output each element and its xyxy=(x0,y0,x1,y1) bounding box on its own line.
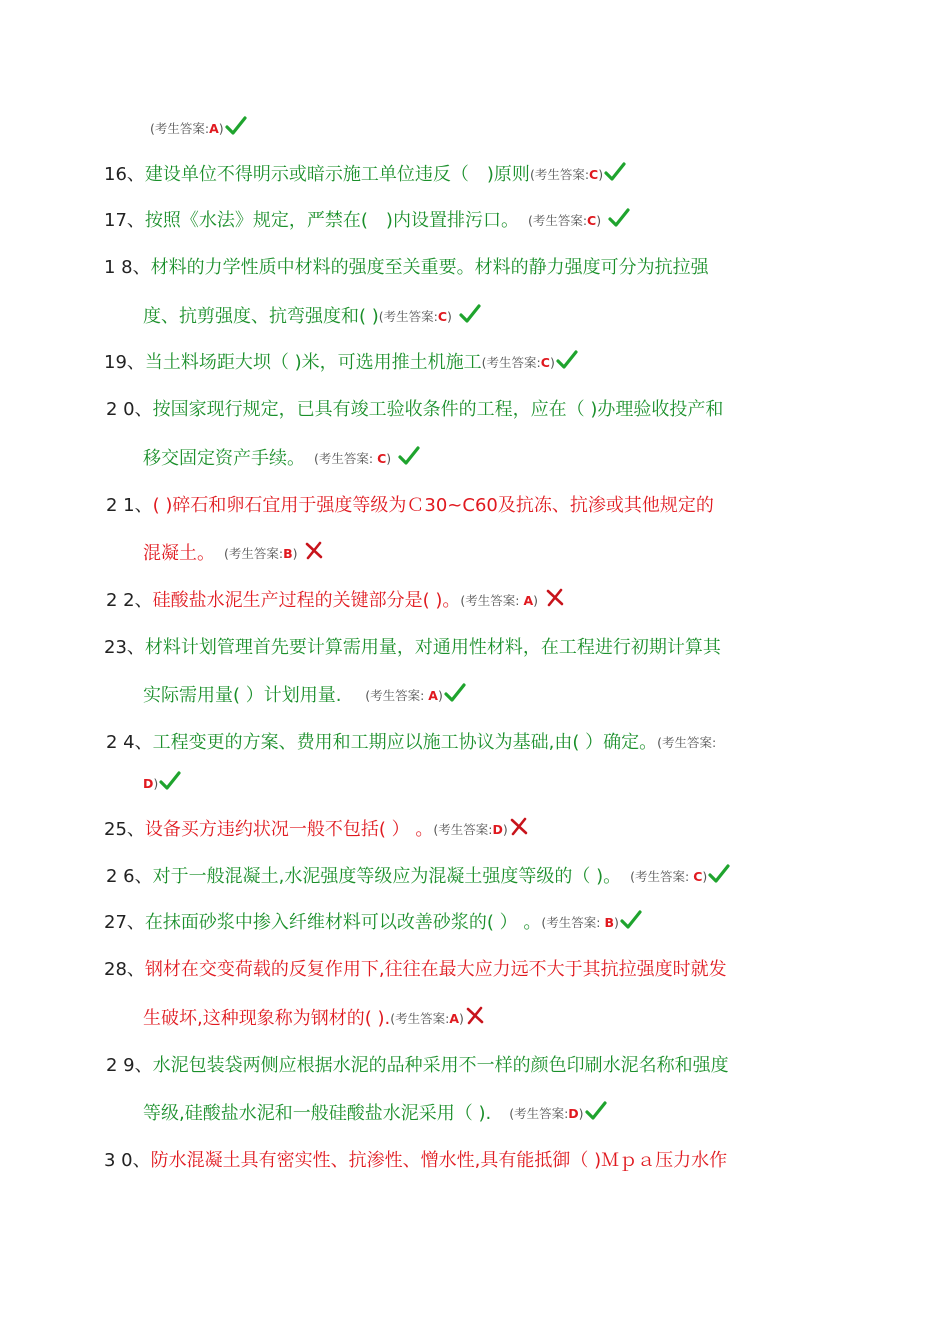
cross-icon xyxy=(545,588,565,608)
student-answer: (考生答案:A) xyxy=(150,121,224,136)
question-number: 17、 xyxy=(104,210,145,231)
question-29-cont xyxy=(143,1101,607,1129)
check-icon xyxy=(398,446,420,466)
question-text: 实际需用量( ）计划用量. xyxy=(143,685,342,706)
question-number: 27、 xyxy=(104,912,145,933)
question-29 xyxy=(106,1053,729,1081)
student-answer: (考生答案: B) xyxy=(541,915,619,930)
question-28-cont xyxy=(143,1006,485,1034)
question-text: ( )碎石和卵石宜用于强度等级为Ｃ30~C60及抗冻、抗渗或其他规定的 xyxy=(152,495,714,516)
question-number: 3 0、 xyxy=(104,1150,151,1171)
question-number: 2 4、 xyxy=(106,732,153,753)
question-text: 设备买方违约状况一般不包括( ） 。 xyxy=(144,819,434,840)
question-text: 生破坏,这种现象称为钢材的( ). xyxy=(143,1008,391,1029)
question-26 xyxy=(106,864,730,892)
question-text: 移交固定资产手续。 xyxy=(143,448,296,469)
question-30 xyxy=(104,1148,727,1176)
question-number: 16、 xyxy=(104,164,145,185)
question-text: 材料计划管理首先要计算需用量，对通用性材料，在工程进行初期计算其 xyxy=(144,637,721,658)
question-text: 当土料场距大坝（ )米，可选用推土机施工 xyxy=(144,352,482,373)
student-answer: (考生答案: A) xyxy=(365,688,443,703)
question-24 xyxy=(106,730,716,758)
question-17 xyxy=(104,208,630,236)
student-answer: (考生答案:C) xyxy=(529,167,604,182)
question-21-cont xyxy=(143,541,324,569)
student-answer: (考生答案:D) xyxy=(433,822,508,837)
question-text: 等级,硅酸盐水泥和一般硅酸盐水泥采用（ ). xyxy=(143,1103,492,1124)
student-answer: (考生答案:D) xyxy=(509,1106,584,1121)
question-21 xyxy=(106,493,714,521)
question-20-cont xyxy=(143,446,420,474)
question-23 xyxy=(104,635,721,663)
question-text: 建设单位不得明示或暗示施工单位违反（ )原则 xyxy=(144,164,530,185)
check-icon xyxy=(159,771,181,791)
student-answer-prefix: (考生答案: xyxy=(657,735,717,750)
question-line xyxy=(150,116,247,144)
question-number: 28、 xyxy=(104,959,145,980)
question-text: 混凝土。 xyxy=(143,543,206,564)
question-text: 工程变更的方案、费用和工期应以施工协议为基础,由( ）确定。 xyxy=(152,732,658,753)
question-text: 在抹面砂浆中掺入纤维材料可以改善砂浆的( ） 。 xyxy=(144,912,542,933)
question-number: 23、 xyxy=(104,637,145,658)
question-text: 材料的力学性质中材料的强度至关重要。材料的静力强度可分为抗拉强 xyxy=(150,257,709,278)
question-text: 钢材在交变荷载的反复作用下,往往在最大应力远不大于其抗拉强度时就发 xyxy=(144,959,727,980)
question-number: 2 2、 xyxy=(106,590,153,611)
question-27 xyxy=(104,910,642,938)
student-answer: (考生答案:C) xyxy=(378,309,452,324)
question-text: 按照《水法》规定，严禁在( )内设置排污口。 xyxy=(144,210,510,231)
check-icon xyxy=(225,116,247,136)
question-18 xyxy=(104,255,709,283)
student-answer: (考生答案: C) xyxy=(314,451,392,466)
question-22 xyxy=(106,588,565,616)
student-answer: (考生答案:A) xyxy=(390,1011,464,1026)
question-20 xyxy=(106,397,723,425)
question-text: 硅酸盐水泥生产过程的关键部分是( )。 xyxy=(152,590,461,611)
student-answer: (考生答案:C) xyxy=(527,213,602,228)
question-number: 25、 xyxy=(104,819,145,840)
cross-icon xyxy=(304,541,324,561)
question-19 xyxy=(104,350,578,378)
question-text: 度、抗剪强度、抗弯强度和( ) xyxy=(143,306,379,327)
check-icon xyxy=(556,350,578,370)
check-icon xyxy=(708,864,730,884)
cross-icon xyxy=(465,1006,485,1026)
check-icon xyxy=(444,683,466,703)
question-25 xyxy=(104,817,529,845)
question-number: 2 9、 xyxy=(106,1055,153,1076)
check-icon xyxy=(459,304,481,324)
student-answer: D) xyxy=(143,776,159,791)
question-number: 1 8、 xyxy=(104,257,151,278)
check-icon xyxy=(604,162,626,182)
check-icon xyxy=(608,208,630,228)
question-number: 2 0、 xyxy=(106,399,153,420)
question-16 xyxy=(104,162,626,190)
question-text: 按国家现行规定，已具有竣工验收条件的工程，应在（ )办理验收投产和 xyxy=(152,399,724,420)
question-number: 2 1、 xyxy=(106,495,153,516)
student-answer: (考生答案:C) xyxy=(481,355,555,370)
student-answer: (考生答案: C) xyxy=(630,869,708,884)
question-23-cont xyxy=(143,683,466,711)
question-text: 对于一般混凝土,水泥强度等级应为混凝土强度等级的（ )。 xyxy=(152,866,613,887)
question-number: 19、 xyxy=(104,352,145,373)
question-text: 水泥包装袋两侧应根据水泥的品种采用不一样的颜色印刷水泥名称和强度 xyxy=(152,1055,729,1076)
check-icon xyxy=(620,910,642,930)
question-24-cont xyxy=(143,771,181,799)
check-icon xyxy=(585,1101,607,1121)
student-answer: (考生答案:B) xyxy=(224,546,298,561)
student-answer: (考生答案: A) xyxy=(460,593,539,608)
question-28 xyxy=(104,957,727,985)
cross-icon xyxy=(509,817,529,837)
question-18-cont xyxy=(143,304,481,332)
question-number: 2 6、 xyxy=(106,866,153,887)
question-text: 防水混凝土具有密实性、抗渗性、憎水性,具有能抵御（ )Ｍｐａ压力水作 xyxy=(150,1150,728,1171)
